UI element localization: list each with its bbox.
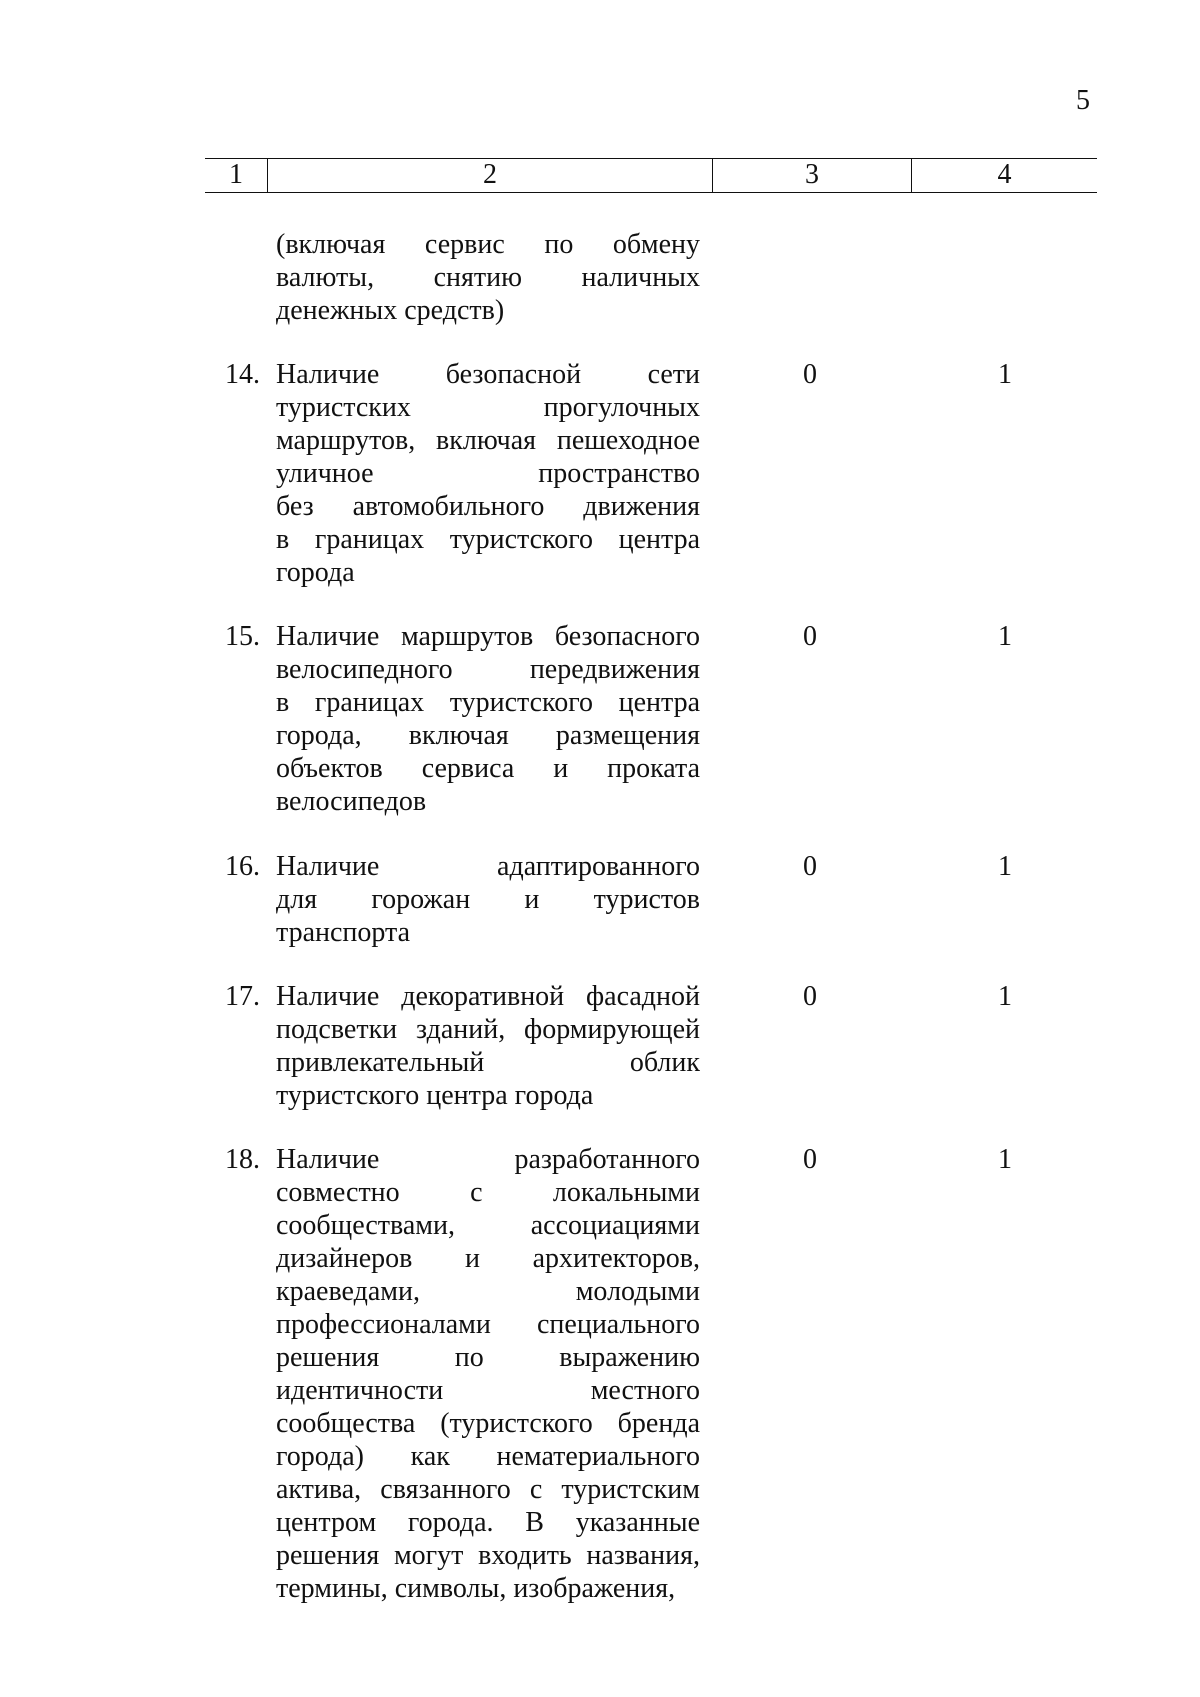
row-value-col3: 0	[803, 981, 817, 1012]
row-description	[276, 620, 700, 818]
row-value-col3: 0	[803, 359, 817, 390]
description-line: в границах туристского центра	[276, 524, 700, 555]
description-line: города	[276, 557, 355, 588]
row-value-col4: 1	[998, 851, 1012, 882]
description-line: города, включая размещения	[276, 720, 700, 751]
description-line: валюты, снятию наличных	[276, 262, 700, 293]
description-line: сообщества (туристского бренда	[276, 1408, 700, 1439]
description-line: без автомобильного движения	[276, 491, 700, 522]
header-col-3: 3	[712, 159, 911, 192]
description-line: денежных средств)	[276, 295, 505, 326]
description-line: краеведами, молодыми	[276, 1276, 700, 1307]
row-description	[276, 1143, 700, 1605]
row-number: 14.	[225, 359, 260, 390]
row-number: 18.	[225, 1144, 260, 1175]
header-col-2: 2	[267, 159, 712, 192]
row-value-col3: 0	[803, 1144, 817, 1175]
row-value-col3: 0	[803, 621, 817, 652]
description-line: решения могут входить названия,	[276, 1540, 700, 1571]
page-number: 5	[1076, 85, 1090, 116]
table-header	[205, 158, 1097, 193]
row-value-col3: 0	[803, 851, 817, 882]
description-line: Наличие адаптированного	[276, 851, 700, 882]
description-line: идентичности местного	[276, 1375, 700, 1406]
description-line: туристского центра города	[276, 1080, 594, 1111]
description-line: объектов сервиса и проката	[276, 753, 700, 784]
description-line: подсветки зданий, формирующей	[276, 1014, 700, 1045]
description-line: Наличие разработанного	[276, 1144, 700, 1175]
description-line: термины, символы, изображения,	[276, 1573, 676, 1604]
description-line: велосипедов	[276, 786, 427, 817]
description-line: актива, связанного с туристским	[276, 1474, 700, 1505]
description-line: решения по выражению	[276, 1342, 700, 1373]
row-value-col4: 1	[998, 359, 1012, 390]
description-line: профессионалами специального	[276, 1309, 700, 1340]
description-line: велосипедного передвижения	[276, 654, 700, 685]
row-number: 16.	[225, 851, 260, 882]
row-description	[276, 358, 700, 589]
row-value-col4: 1	[998, 981, 1012, 1012]
row-value-col4: 1	[998, 621, 1012, 652]
description-line: привлекательный облик	[276, 1047, 700, 1078]
description-line: центром города. В указанные	[276, 1507, 700, 1538]
description-line: Наличие декоративной фасадной	[276, 981, 700, 1012]
description-line: сообществами, ассоциациями	[276, 1210, 700, 1241]
row-description	[276, 980, 700, 1112]
description-line: маршрутов, включая пешеходное	[276, 425, 700, 456]
header-col-4: 4	[911, 159, 1097, 192]
description-line: города) как нематериального	[276, 1441, 700, 1472]
description-line: уличное пространство	[276, 458, 700, 489]
description-line: совместно с локальными	[276, 1177, 700, 1208]
description-line: Наличие маршрутов безопасного	[276, 621, 700, 652]
description-line: туристских прогулочных	[276, 392, 700, 423]
row-description	[276, 850, 700, 949]
description-line: (включая сервис по обмену	[276, 229, 700, 260]
header-col-1: 1	[229, 159, 243, 190]
row-value-col4: 1	[998, 1144, 1012, 1175]
description-line: в границах туристского центра	[276, 687, 700, 718]
row-number: 15.	[225, 621, 260, 652]
description-line: транспорта	[276, 917, 411, 948]
row-number: 17.	[225, 981, 260, 1012]
description-line: дизайнеров и архитекторов,	[276, 1243, 700, 1274]
description-line: Наличие безопасной сети	[276, 359, 700, 390]
row-description	[276, 228, 700, 327]
description-line: для горожан и туристов	[276, 884, 700, 915]
